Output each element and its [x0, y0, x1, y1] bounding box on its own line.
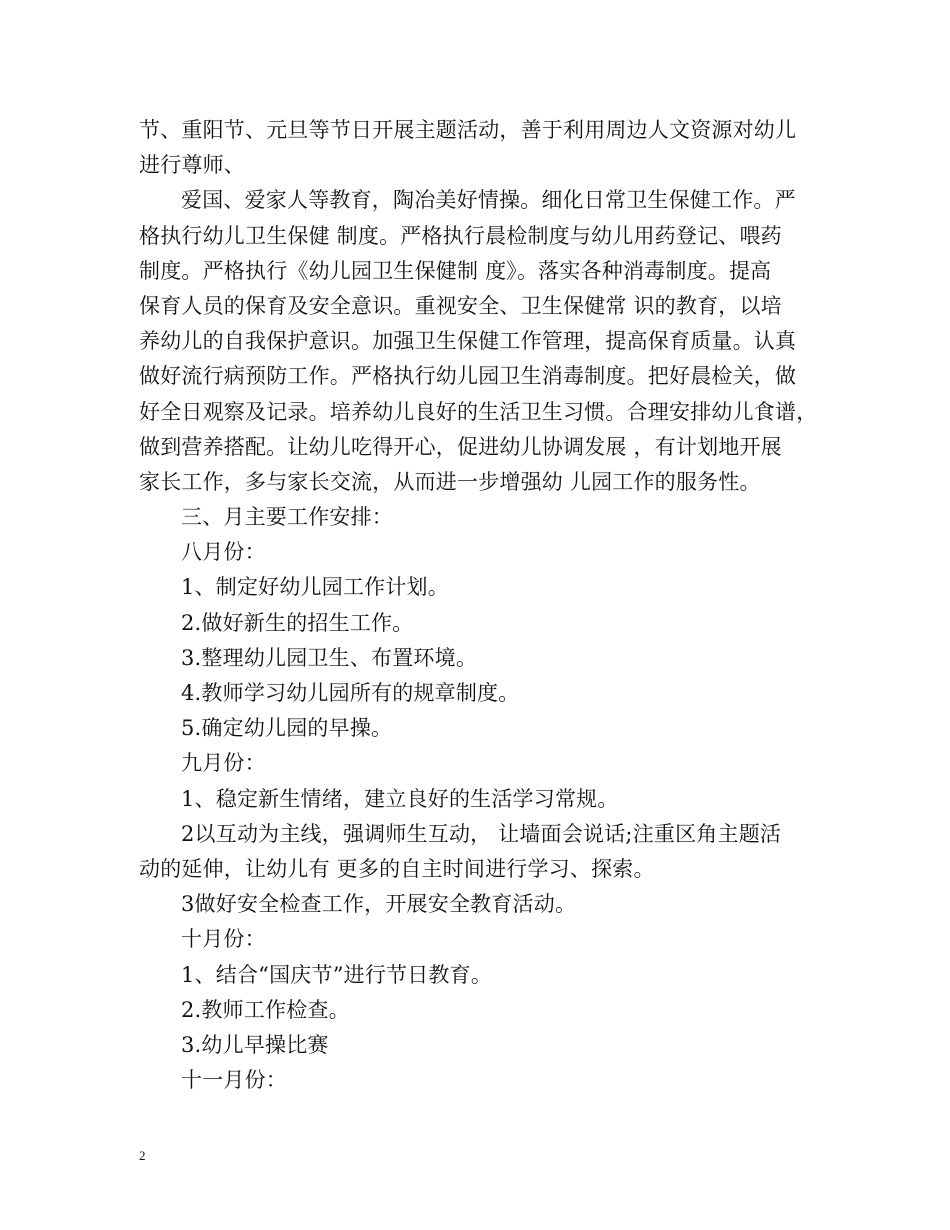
- document-body: [139, 113, 829, 1098]
- text-line: 进行尊师、: [139, 153, 245, 178]
- text-line: 动的延伸，让幼儿有 更多的自主时间进行学习、探索。: [139, 856, 655, 881]
- text-line: 2以互动为主线，强调师生互动， 让墙面会说话;注重区角主题活: [181, 821, 782, 846]
- text-line: 3做好安全检查工作，开展安全教育活动。: [181, 892, 577, 917]
- text-line: 做到营养搭配。让幼儿吃得开心，促进幼儿协调发展 ，有计划地开展: [139, 434, 782, 459]
- text-line: 好全日观察及记录。培养幼儿良好的生活卫生习惯。合理安排幼儿食谱，: [139, 399, 818, 424]
- text-line: 3.幼儿早操比赛: [181, 1032, 329, 1057]
- text-line: 2.做好新生的招生工作。: [181, 610, 414, 635]
- text-line: 做好流行病预防工作。严格执行幼儿园卫生消毒制度。把好晨检关，做: [139, 364, 797, 389]
- text-line: 九月份：: [181, 751, 266, 776]
- text-line: 1、制定好幼儿园工作计划。: [181, 575, 449, 600]
- text-line: 1、结合“国庆节”进行节日教育。: [181, 962, 493, 987]
- text-line: 制度。严格执行《幼儿园卫生保健制 度》。落实各种消毒制度。提高: [139, 258, 772, 283]
- text-line: 三、月主要工作安排：: [181, 505, 393, 530]
- page-number: 2: [139, 1148, 146, 1163]
- text-line: 家长工作，多与家长交流，从而进一步增强幼 儿园工作的服务性。: [139, 469, 761, 494]
- text-line: 爱国、爱家人等教育，陶冶美好情操。细化日常卫生保健工作。严: [181, 188, 796, 213]
- text-line: 2.教师工作检查。: [181, 997, 350, 1022]
- text-line: 保育人员的保育及安全意识。重视安全、卫生保健常 识的教育，以培: [139, 293, 782, 318]
- text-line: 十一月份：: [181, 1068, 287, 1093]
- text-line: 八月份：: [181, 540, 266, 565]
- text-line: 3.整理幼儿园卫生、布置环境。: [181, 645, 478, 670]
- text-line: 4.教师学习幼儿园所有的规章制度。: [181, 681, 520, 705]
- text-line: 养幼儿的自我保护意识。加强卫生保健工作管理，提高保育质量。认真: [139, 329, 797, 354]
- text-line: 节、重阳节、元旦等节日开展主题活动，善于利用周边人文资源对幼儿: [139, 118, 797, 142]
- text-line: 格执行幼儿卫生保健 制度。严格执行晨检制度与幼儿用药登记、喂药: [139, 223, 782, 248]
- text-line: 十月份：: [181, 927, 266, 952]
- text-line: 1、稳定新生情绪，建立良好的生活学习常规。: [181, 786, 619, 811]
- text-line: 5.确定幼儿园的早操。: [181, 716, 393, 741]
